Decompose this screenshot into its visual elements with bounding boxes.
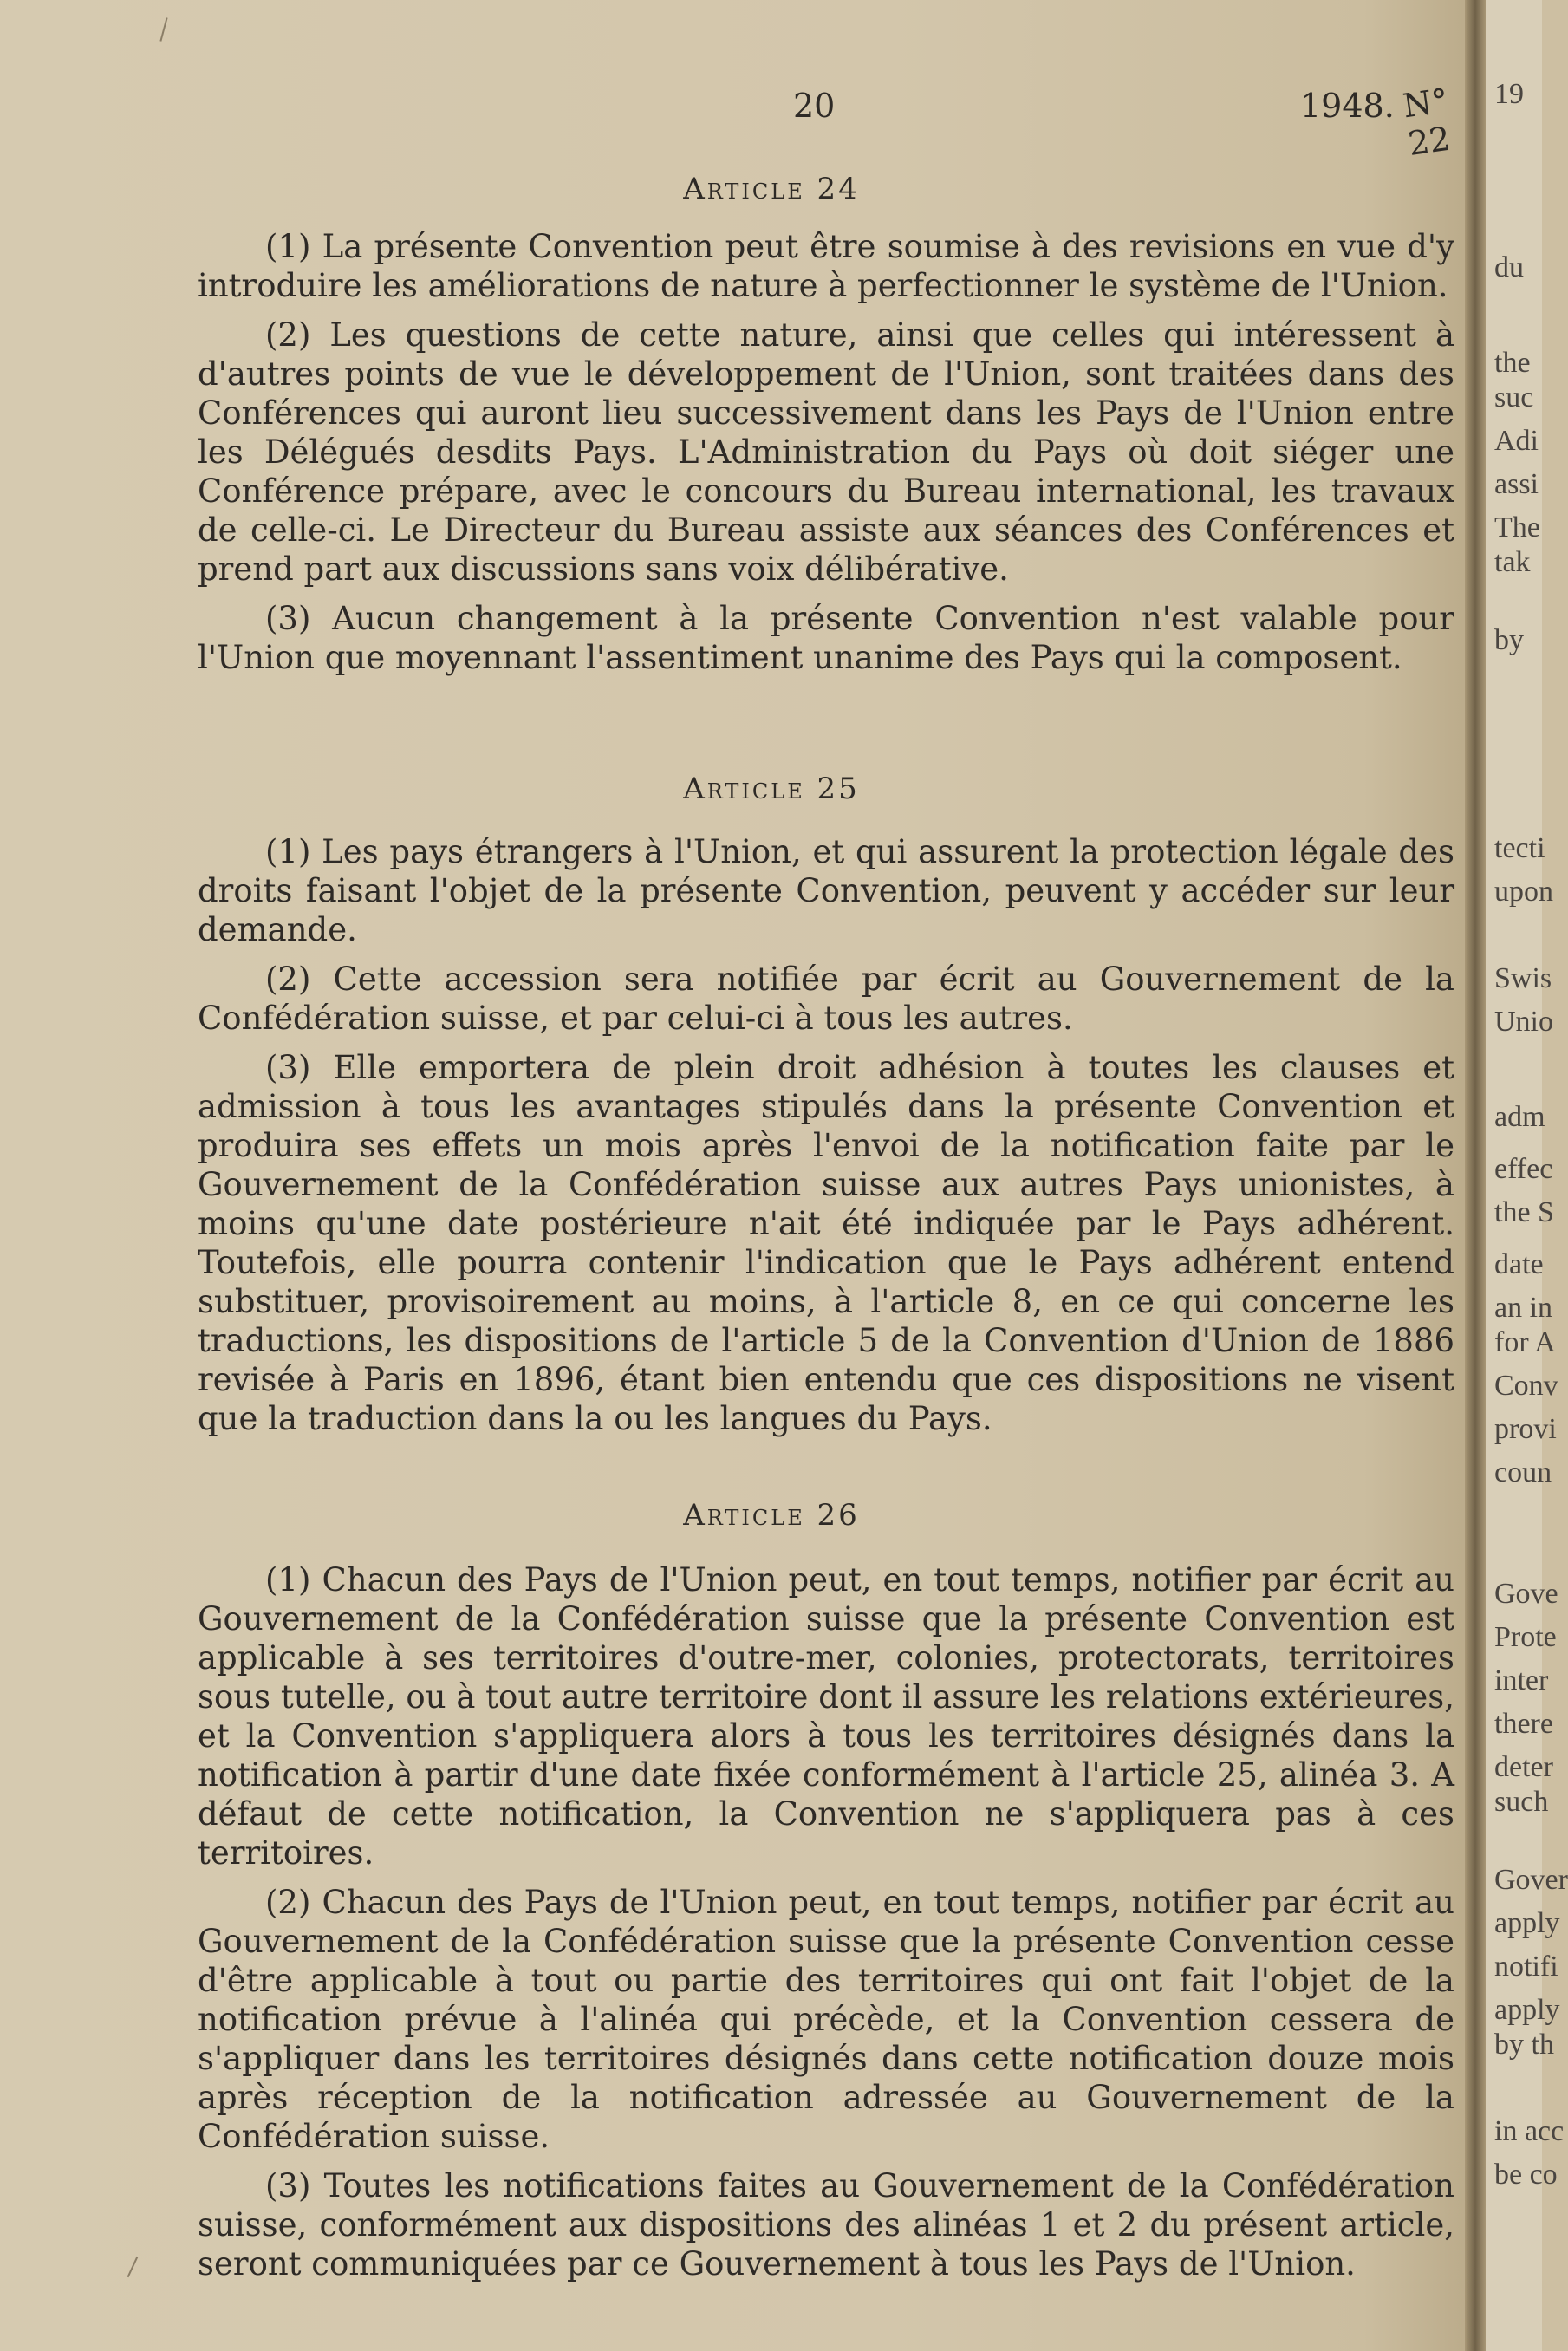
facing-page-fragment: du bbox=[1494, 251, 1524, 283]
paper-mark bbox=[127, 2257, 139, 2277]
facing-page-fragment: apply bbox=[1494, 1994, 1560, 2026]
facing-page-fragment: Conv bbox=[1494, 1370, 1558, 1402]
facing-page-fragment: such bbox=[1494, 1786, 1549, 1818]
paragraph: (1) La présente Convention peut être soumise à des revisions en vue d'y introduire les améliorations de nature à perfectionner le système de l'Union. bbox=[198, 228, 1454, 304]
facing-page-fragment: date bbox=[1494, 1248, 1544, 1280]
facing-page-fragment: deter bbox=[1494, 1751, 1553, 1783]
facing-page-fragment: Adi bbox=[1494, 425, 1539, 457]
article-body bbox=[198, 832, 1454, 1449]
facing-page-fragment: 19 bbox=[1494, 78, 1524, 110]
facing-page-fragment: tak bbox=[1494, 546, 1531, 578]
facing-page-fragment: provi bbox=[1494, 1413, 1557, 1445]
paragraph: (3) Aucun changement à la présente Convention n'est valable pour l'Union que moyennant l'assentiment unanime des Pays qui la composent. bbox=[198, 600, 1454, 676]
page-number: 20 bbox=[793, 87, 836, 125]
facing-page-fragment: Gover bbox=[1494, 1864, 1568, 1896]
facing-page-fragment: Swis bbox=[1494, 962, 1552, 994]
article-heading: Article 25 bbox=[683, 772, 860, 806]
facing-page-fragment: for A bbox=[1494, 1326, 1556, 1358]
paragraph: (3) Elle emportera de plein droit adhésion à toutes les clauses et admission à tous les avantages stipulés dans la présente Convention et produira ses effets un mois après l'envoi de la notification faite par le Gouvernement de la Confédération suisse aux autres Pays unionistes, à moins qu'une date postérieure n'ait été indiquée par le Pays adhérent. Toutefois, elle pourra contenir l'indication que le Pays adhérent entend substituer, provisoirement au moins, à l'article 8, en ce qui concerne les traductions, les dispositions de l'article 5 de la Convention d'Union de 1886 revisée à Paris en 1896, étant bien entendu que ces dispositions ne visent que la traduction dans la ou les langues du Pays. bbox=[198, 1049, 1454, 1437]
facing-page-fragment: adm bbox=[1494, 1101, 1545, 1133]
book-gutter bbox=[1465, 0, 1486, 2351]
facing-page-fragment: apply bbox=[1494, 1907, 1560, 1939]
article-body bbox=[198, 1560, 1454, 2294]
facing-page-fragment: assi bbox=[1494, 468, 1539, 500]
facing-page-fragment: upon bbox=[1494, 876, 1553, 908]
facing-page-fragment: The bbox=[1494, 511, 1540, 544]
facing-page-edge bbox=[1486, 0, 1568, 2351]
page-header bbox=[0, 81, 1482, 163]
facing-page-fragment: the bbox=[1494, 347, 1531, 379]
paragraph: (2) Chacun des Pays de l'Union peut, en tout temps, notifier par écrit au Gouvernement de la Confédération suisse que la présente Convention cesse d'être applicable à tout ou partie des territoires qui ont fait l'objet de la notification prévue à l'alinéa qui précède, et la Convention cessera de s'appliquer dans les territoires désignés dans cette notification douze mois après réception de la notification adressée au Gouvernement de la Confédération suisse. bbox=[198, 1884, 1454, 2155]
facing-page-fragment: inter bbox=[1494, 1664, 1549, 1696]
facing-page-fragment: by th bbox=[1494, 2029, 1554, 2061]
facing-page-fragment: there bbox=[1494, 1708, 1553, 1740]
facing-page-fragment: notifi bbox=[1494, 1950, 1558, 1983]
article-heading: Article 26 bbox=[683, 1498, 860, 1533]
facing-page-fragment: an in bbox=[1494, 1292, 1553, 1324]
header-year: 1948. bbox=[1300, 87, 1395, 125]
facing-page-fragment: Prote bbox=[1494, 1621, 1557, 1653]
facing-page-fragment: coun bbox=[1494, 1456, 1552, 1488]
paper-mark bbox=[159, 17, 167, 42]
facing-page-fragment: in acc bbox=[1494, 2115, 1565, 2147]
article-heading: Article 24 bbox=[683, 172, 860, 206]
facing-page-fragment: tecti bbox=[1494, 832, 1545, 864]
header-number: N° 22 bbox=[1400, 81, 1453, 163]
paragraph: (2) Cette accession sera notifiée par écrit au Gouvernement de la Confédération suisse, et par celui-ci à tous les autres. bbox=[198, 961, 1454, 1037]
paragraph: (3) Toutes les notifications faites au Gouvernement de la Confédération suisse, conformément aux dispositions des alinéas 1 et 2 du présent article, seront communiquées par ce Gouvernement à tous les Pays de l'Union. bbox=[198, 2167, 1454, 2283]
facing-page-fragment: suc bbox=[1494, 381, 1534, 414]
facing-page-fragment: by bbox=[1494, 624, 1524, 656]
facing-page-fragment: effec bbox=[1494, 1153, 1553, 1185]
article-body bbox=[198, 227, 1454, 687]
paragraph: (1) Chacun des Pays de l'Union peut, en tout temps, notifier par écrit au Gouvernement de la Confédération suisse que la présente Convention est applicable à ses territoires d'outre-mer, colonies, protectorats, territoires sous tutelle, ou à tout autre territoire dont il assure les relations extérieures, et la Convention s'appliquera alors à tous les territoires désignés dans la notification à partir d'une date fixée conformément à l'article 25, alinéa 3. A défaut de cette notification, la Convention ne s'appliquera pas à ces territoires. bbox=[198, 1561, 1454, 1872]
facing-page-fragment: Gove bbox=[1494, 1578, 1558, 1610]
facing-page-fragment: be co bbox=[1494, 2159, 1558, 2191]
facing-page-fragment: Unio bbox=[1494, 1006, 1553, 1038]
facing-page-fragment: the S bbox=[1494, 1196, 1554, 1228]
paragraph: (2) Les questions de cette nature, ainsi que celles qui intéressent à d'autres points de vue le développement de l'Union, sont traitées dans des Conférences qui auront lieu successivement dans les Pays de l'Union entre les Délégués desdits Pays. L'Administration du Pays où doit siéger une Conférence prépare, avec le concours du Bureau international, les travaux de celle-ci. Le Directeur du Bureau assiste aux séances des Conférences et prend part aux discussions sans voix délibérative. bbox=[198, 316, 1454, 588]
paragraph: (1) Les pays étrangers à l'Union, et qui assurent la protection légale des droits faisant l'objet de la présente Convention, peuvent y accéder sur leur demande. bbox=[198, 833, 1454, 948]
